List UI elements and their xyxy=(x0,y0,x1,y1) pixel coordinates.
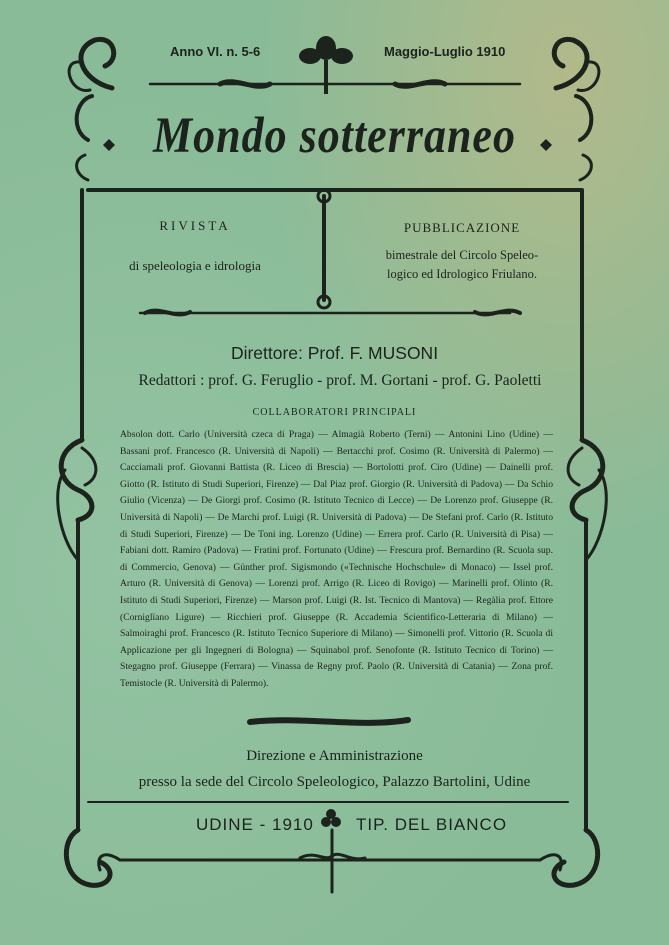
rivista-label: RIVISTA xyxy=(159,218,231,233)
administration-line-1: Direzione e Amministrazione xyxy=(246,748,423,764)
editors-line: Redattori : prof. G. Feruglio - prof. M. Gortani - prof. G. Paoletti xyxy=(138,372,542,389)
publication-subtitle xyxy=(342,246,582,284)
publication-line-1: bimestrale del Circolo Speleo- xyxy=(385,248,539,262)
publication-line-2: logico ed Idrologico Friulano. xyxy=(387,267,537,281)
director-line: Direttore: Prof. F. MUSONI xyxy=(230,343,439,363)
rivista-subtitle: di speleologia e idrologia xyxy=(129,258,261,273)
issue-number: Anno VI. n. 5-6 xyxy=(170,44,261,59)
publication-label: PUBBLICAZIONE xyxy=(403,220,521,235)
magazine-title: Mondo sotterraneo xyxy=(153,107,516,164)
footer-printer: TIP. DEL BIANCO xyxy=(356,815,508,834)
issue-date: Maggio-Luglio 1910 xyxy=(384,44,506,59)
collaborators-heading: COLLABORATORI PRINCIPALI xyxy=(252,407,417,418)
footer-place-year: UDINE - 1910 xyxy=(196,815,314,834)
administration-line-2: presso la sede del Circolo Speleologico, Palazzo Bartolini, Udine xyxy=(138,774,531,790)
collaborators-list: Absolon dott. Carlo (Università czeca di Praga) — Almagià Roberto (Terni) — Antonini Lino (Udine) — Bassani prof. Francesco (R. Università di Napoli) — Bertacchi prof. Cosimo (R. Università di Palermo) — Cacciamali prof. Giovanni Battista (R. Liceo di Brescia) — Bortolotti prof. Ciro (Udine) — Dainelli prof. Giotto (R. Istituto di Studi Superiori, Firenze) — Dal Piaz prof. Giorgio (R. Università di Padova) — Da Schio Giulio (Vicenza) — De Giorgi prof. Cosimo (R. Istituto Tecnico di Lecce) — De Lorenzo prof. Giuseppe (R. Università di Napoli) — De Marchi prof. Luigi (R. Università di Padova) — De Stefani prof. Carlo (R. Istituto di Studi Superiori, Firenze) — De Toni ing. Lorenzo (Udine) — Errera prof. Carlo (R. Università di Pisa) — Fabiani dott. Ramiro (Padova) — Fratini prof. Fortunato (Udine) — Frescura prof. Bernardino (R. Scuola sup. di Commercio, Genova) — Günther prof. Sigismondo («Technische Hochschule» di Monaco) — Issel prof. Arturo (R. Università di Genova) — Lorenzi prof. Arrigo (R. Liceo di Rovigo) — Marinelli prof. Olinto (R. Istituto di Studi Superiori, Firenze) — Marson prof. Luigi (R. Ist. Tecnico di Mantova) — Regàlia prof. Ettore (Corniglïano Ligure) — Ricchieri prof. Giuseppe (R. Accademia Scientifico-Letteraria di Milano) — Salmoiraghi prof. Francesco (R. Istituto Tecnico Superiore di Milano) — Simonelli prof. Vittorio (R. Scuola di Applicazione per gli Ingegneri di Bologna) — Squinabol prof. Senofonte (R. Istituto Tecnico di Torino) — Stegagno prof. Giuseppe (Ferrara) — Vinassa de Regny prof. Paolo (R. Università di Catania) — Zona prof. Temistocle (R. Università di Palermo). xyxy=(120,429,553,689)
